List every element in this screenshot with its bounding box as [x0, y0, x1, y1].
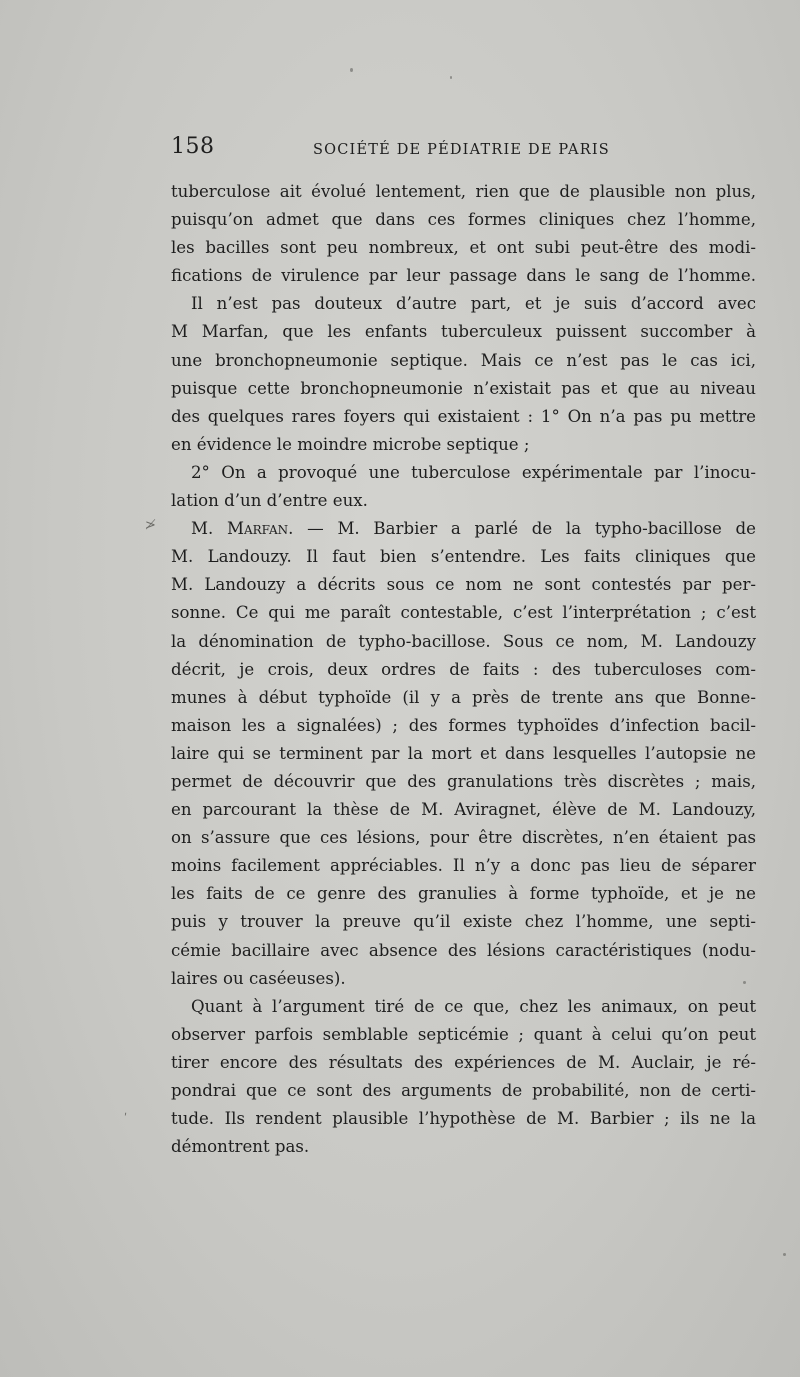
text-line: en parcourant la thèse de M. Aviragnet, élève de M. Landouzy,	[171, 800, 756, 820]
paper-speck	[350, 68, 353, 72]
text-line: pondrai que ce sont des arguments de probabilité, non de certi-	[171, 1081, 756, 1100]
text-line: observer parfois semblable septicémie ; quant à celui qu’on peut	[171, 1024, 756, 1044]
text-line: laire qui se terminent par la mort et dans lesquelles l’autopsie ne	[171, 743, 756, 763]
paper-speck	[783, 1253, 786, 1256]
margin-mark-left: ≯	[145, 518, 156, 533]
page-number: 158	[171, 134, 215, 159]
running-head: SOCIÉTÉ DE PÉDIATRIE DE PARIS	[313, 142, 610, 158]
text-line: une bronchopneumonie septique. Mais ce n’est pas le cas ici,	[171, 350, 756, 370]
text-line: maison les a signalées) ; des formes typhoïdes d’infection bacil-	[171, 715, 756, 735]
text-line: les bacilles sont peu nombreux, et ont subi peut-être des modi-	[171, 238, 756, 258]
text-line: puis y trouver la preuve qu’il existe chez l’homme, une septi-	[171, 912, 756, 932]
text-line: cémie bacillaire avec absence des lésions caractéristiques (nodu-	[171, 940, 756, 960]
text-line: tude. Ils rendent plausible l’hypothèse de M. Barbier ; ils ne la	[171, 1109, 756, 1129]
text-line: Il n’est pas douteux d’autre part, et je suis d’accord avec	[191, 294, 756, 314]
text-line: démontrent pas.	[171, 1137, 310, 1157]
text-line: 2° On a provoqué une tuberculose expérimentale par l’inocu-	[191, 462, 756, 482]
body-text	[171, 178, 756, 1161]
text-line: la dénomination de typho-bacillose. Sous ce nom, M. Landouzy	[171, 631, 756, 651]
text-line: tuberculose ait évolué lentement, rien que de plausible non plus,	[171, 182, 756, 201]
text-line: laires ou caséeuses).	[171, 968, 346, 988]
paper-speck	[450, 76, 452, 79]
text-line: M. Landouzy a décrits sous ce nom ne sont contestés par per-	[171, 575, 756, 595]
text-line: des quelques rares foyers qui existaient : 1° On n’a pas pu mettre	[171, 406, 756, 426]
text-line: permet de découvrir que des granulations très discrètes ; mais,	[171, 771, 756, 791]
text-line: décrit, je crois, deux ordres de faits : des tuberculoses com-	[171, 659, 756, 679]
text-line: M Marfan, que les enfants tuberculeux puissent succomber à	[171, 322, 756, 342]
text-line: on s’assure que ces lésions, pour être discrètes, n’en étaient pas	[171, 828, 756, 848]
text-line: fications de virulence par leur passage dans le sang de l’homme.	[171, 266, 756, 286]
text-line: puisqu’on admet que dans ces formes cliniques chez l’homme,	[171, 210, 756, 230]
text-line: sonne. Ce qui me paraît contestable, c’est l’interprétation ; c’est	[171, 603, 756, 623]
page-header	[171, 134, 761, 164]
text-line: les faits de ce genre des granulies à forme typhoïde, et je ne	[171, 884, 756, 904]
text-line: M. Marfan. — M. Barbier a parlé de la typho-bacillose de	[191, 519, 756, 539]
speaker-name: Marfan	[226, 519, 289, 539]
text-line: tirer encore des résultats des expériences de M. Auclair, je ré-	[171, 1052, 756, 1072]
text-line: Quant à l’argument tiré de ce que, chez les animaux, on peut	[191, 996, 756, 1016]
text-line: lation d’un d’entre eux.	[171, 491, 368, 511]
text-line: M. Landouzy. Il faut bien s’entendre. Les faits cliniques que	[171, 547, 756, 567]
text-line: munes à début typhoïde (il y a près de trente ans que Bonne-	[171, 687, 756, 707]
text-line: moins facilement appréciables. Il n’y a donc pas lieu de séparer	[171, 856, 756, 876]
text-line: en évidence le moindre microbe septique ;	[171, 434, 530, 454]
margin-mark-bottom: ʹ	[124, 1112, 128, 1125]
text-line: puisque cette bronchopneumonie n’existait pas et que au niveau	[171, 378, 756, 398]
